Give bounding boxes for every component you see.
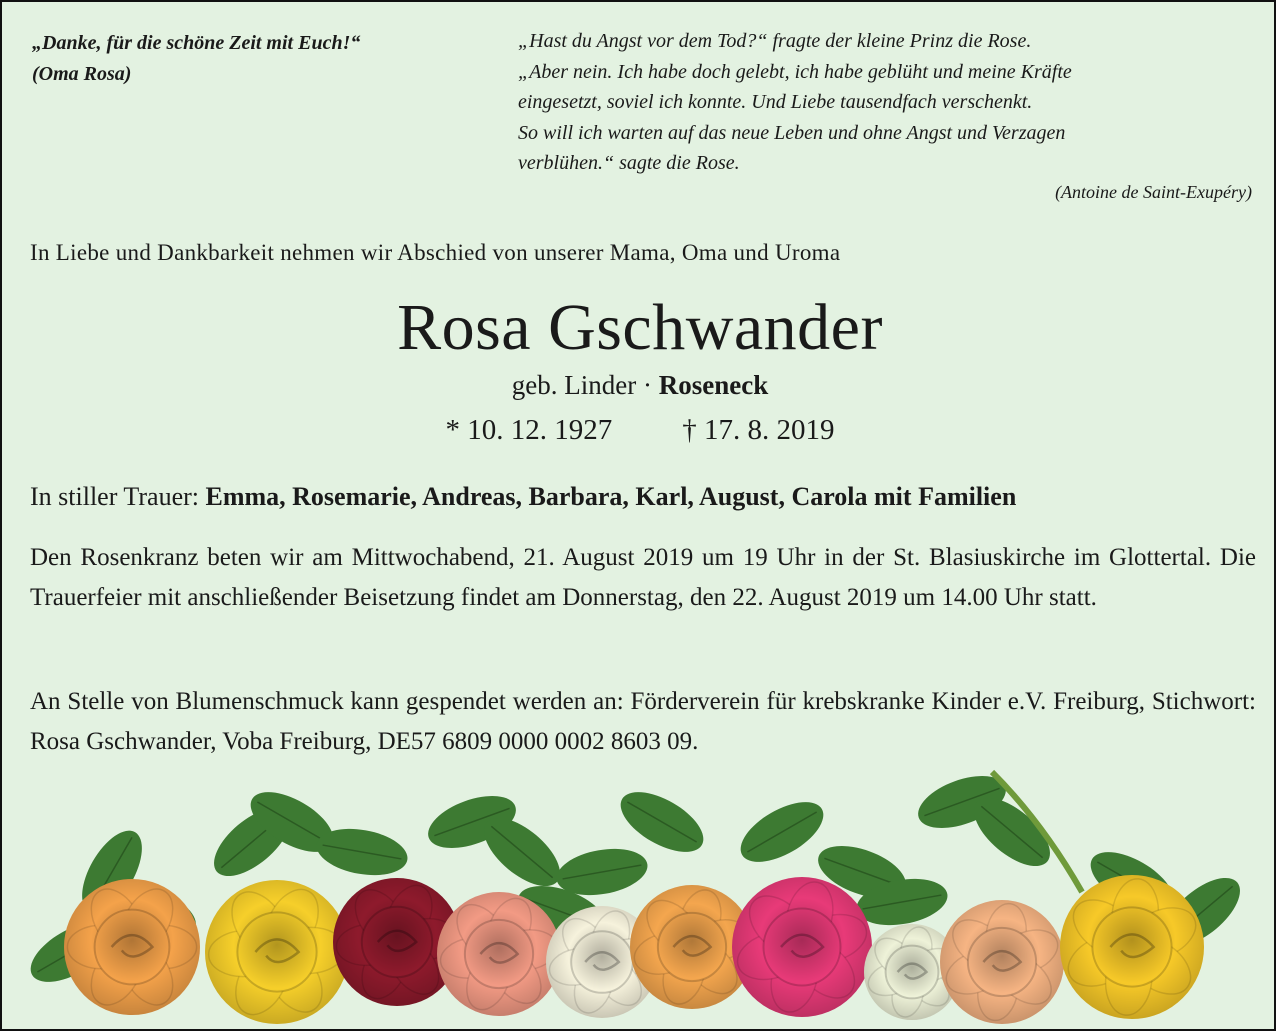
family-quote-attribution: (Oma Rosa) <box>32 63 132 85</box>
death-date: † 17. 8. 2019 <box>682 414 835 446</box>
birth-date: * 10. 12. 1927 <box>445 414 613 446</box>
rose-shading <box>64 879 200 1015</box>
rose-shading <box>437 892 561 1016</box>
roses-group <box>64 875 1204 1024</box>
intro-line: In Liebe und Dankbarkeit nehmen wir Abschied von unserer Mama, Oma und Uroma <box>30 240 841 265</box>
literary-quote-line: „Aber nein. Ich habe doch gelebt, ich habe geblüht und meine Kräfte <box>518 60 1072 83</box>
literary-quote-line: verblühen.“ sagte die Rose. <box>518 152 740 174</box>
rose-shading <box>1060 875 1204 1019</box>
birth-name: geb. Linder <box>511 370 637 400</box>
rose-shading <box>205 880 349 1024</box>
literary-quote-line: „Hast du Angst vor dem Tod?“ fragte der kleine Prinz die Rose. <box>518 30 1032 52</box>
rose-bloom <box>1060 875 1204 1019</box>
rose-bloom <box>732 877 872 1017</box>
rose-bloom <box>940 900 1064 1024</box>
rose-shading <box>940 900 1064 1024</box>
mourners-line <box>30 482 1016 512</box>
rose-bloom <box>205 880 349 1024</box>
donation-paragraph: An Stelle von Blumenschmuck kann gespendet werden an: Förderverein für krebskranke Kinder e.V. Freiburg, Stichwort: Rosa Gschwander, Voba Freiburg, DE57 6809 0000 0002 8603 09. <box>30 688 1256 755</box>
literary-quote <box>518 26 1238 179</box>
rose-bloom <box>437 892 561 1016</box>
family-quote <box>32 28 472 90</box>
life-dates <box>2 414 1276 447</box>
mourners-names: Emma, Rosemarie, Andreas, Barbara, Karl, August, Carola mit Familien <box>205 482 1017 511</box>
family-quote-text: „Danke, für die schöne Zeit mit Euch!“ <box>32 32 361 54</box>
literary-quote-source: (Antoine de Saint-Exupéry) <box>1055 182 1252 202</box>
roses-image <box>2 762 1276 1031</box>
service-paragraph: Den Rosenkranz beten wir am Mittwochabend, 21. August 2019 um 19 Uhr in der St. Blasiuskirche im Glottertal. Die Trauerfeier mit anschließender Beisetzung findet am Donnerstag, den 22. August 2019 um 14.00 Uhr statt. <box>30 544 1256 611</box>
deceased-name: Rosa Gschwander <box>397 291 883 364</box>
rose-bloom <box>64 879 200 1015</box>
birth-name-line <box>2 370 1276 401</box>
literary-quote-line: eingesetzt, soviel ich konnte. Und Liebe tausendfach verschenkt. <box>518 91 1033 113</box>
rose-shading <box>732 877 872 1017</box>
mourners-prefix: In stiller Trauer: <box>30 482 199 511</box>
residence: Roseneck <box>658 370 769 400</box>
separator-dot: · <box>642 370 652 400</box>
literary-quote-line: So will ich warten auf das neue Leben und ohne Angst und Verzagen <box>518 121 1066 144</box>
